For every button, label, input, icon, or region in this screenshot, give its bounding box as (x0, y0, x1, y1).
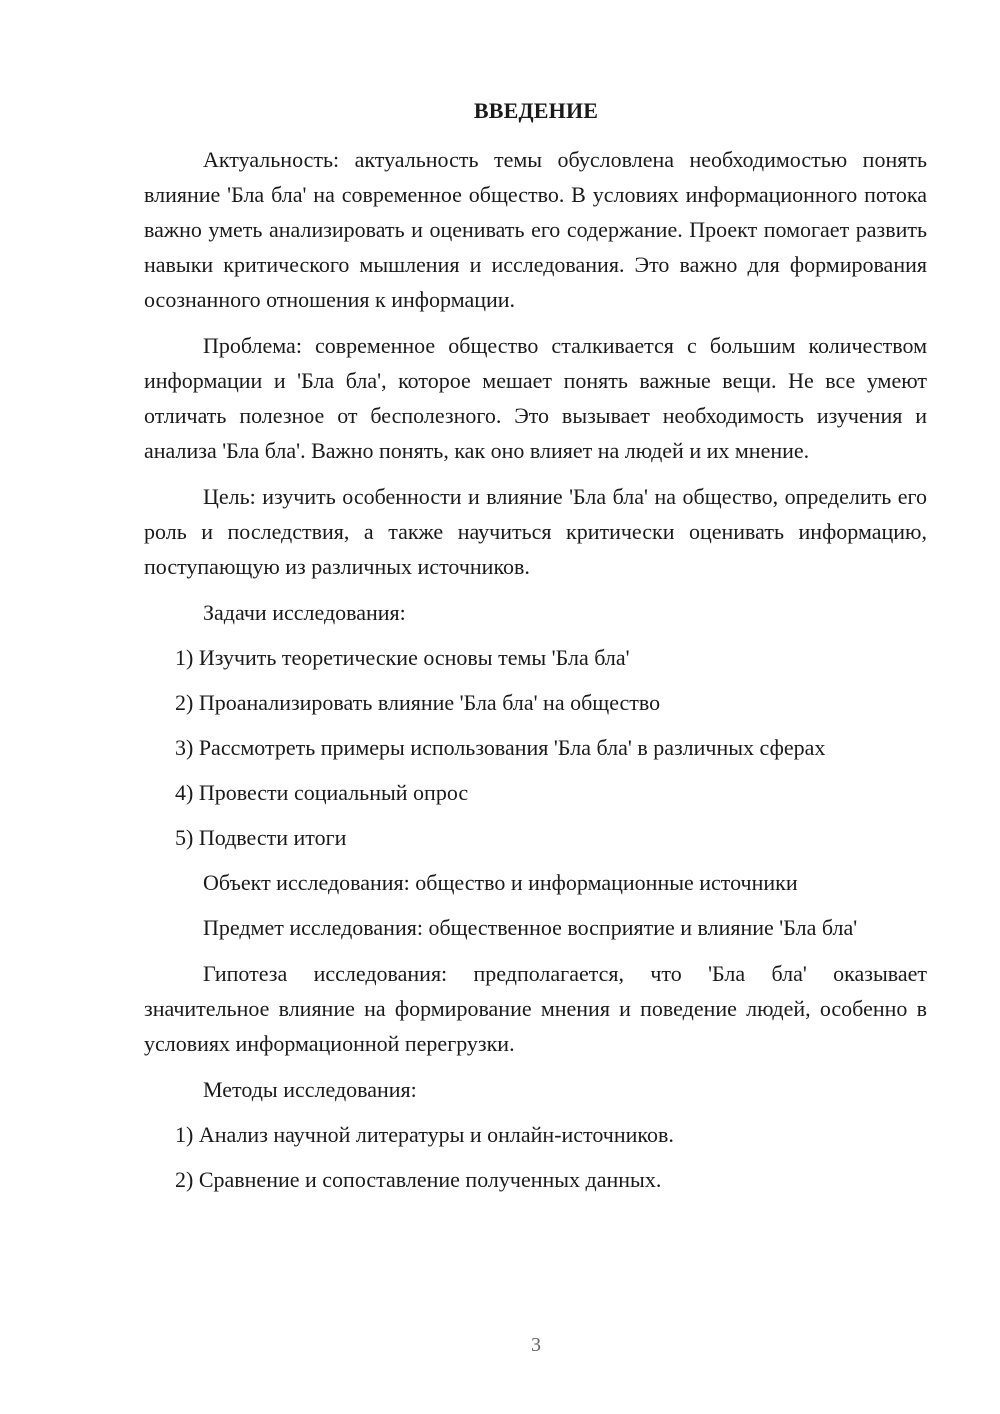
method-item: 2) Сравнение и сопоставление полученных данных. (175, 1167, 662, 1192)
document-body (144, 142, 927, 1207)
hypothesis-paragraph: Гипотеза исследования: предполагается, что 'Бла бла' оказывает значительное влияние на формирование мнения и поведение людей, особенно в условиях информационной перегрузки. (144, 961, 927, 1056)
problem-paragraph: Проблема: современное общество сталкивается с большим количеством информации и 'Бла бла', которое мешает понять важные вещи. Не все умеют отличать полезное от бесполезного. Это вызывает необходимость изучения и анализа 'Бла бла'. Важно понять, как оно влияет на людей и их мнение. (144, 333, 927, 463)
task-item: 3) Рассмотреть примеры использования 'Бла бла' в различных сферах (175, 735, 826, 760)
goal-paragraph: Цель: изучить особенности и влияние 'Бла бла' на общество, определить его роль и последствия, а также научиться критически оценивать информацию, поступающую из различных источников. (144, 484, 927, 579)
tasks-heading: Задачи исследования: (203, 600, 406, 625)
methods-heading: Методы исследования: (203, 1077, 417, 1102)
subject-paragraph: Предмет исследования: общественное восприятие и влияние 'Бла бла' (203, 915, 858, 940)
task-item: 4) Провести социальный опрос (175, 780, 469, 805)
task-item: 1) Изучить теоретические основы темы 'Бла бла' (175, 645, 630, 670)
page-title: ВВЕДЕНИЕ (473, 98, 599, 123)
method-item: 1) Анализ научной литературы и онлайн-источников. (175, 1122, 674, 1147)
task-item: 2) Проанализировать влияние 'Бла бла' на общество (175, 690, 661, 715)
object-paragraph: Объект исследования: общество и информационные источники (203, 870, 798, 895)
page-number: 3 (531, 1334, 541, 1356)
relevance-paragraph: Актуальность: актуальность темы обусловлена необходимостью понять влияние 'Бла бла' на современное общество. В условиях информационного потока важно уметь анализировать и оценивать его содержание. Проект помогает развить навыки критического мышления и исследования. Это важно для формирования осознанного отношения к информации. (144, 147, 927, 312)
task-item: 5) Подвести итоги (175, 825, 347, 850)
